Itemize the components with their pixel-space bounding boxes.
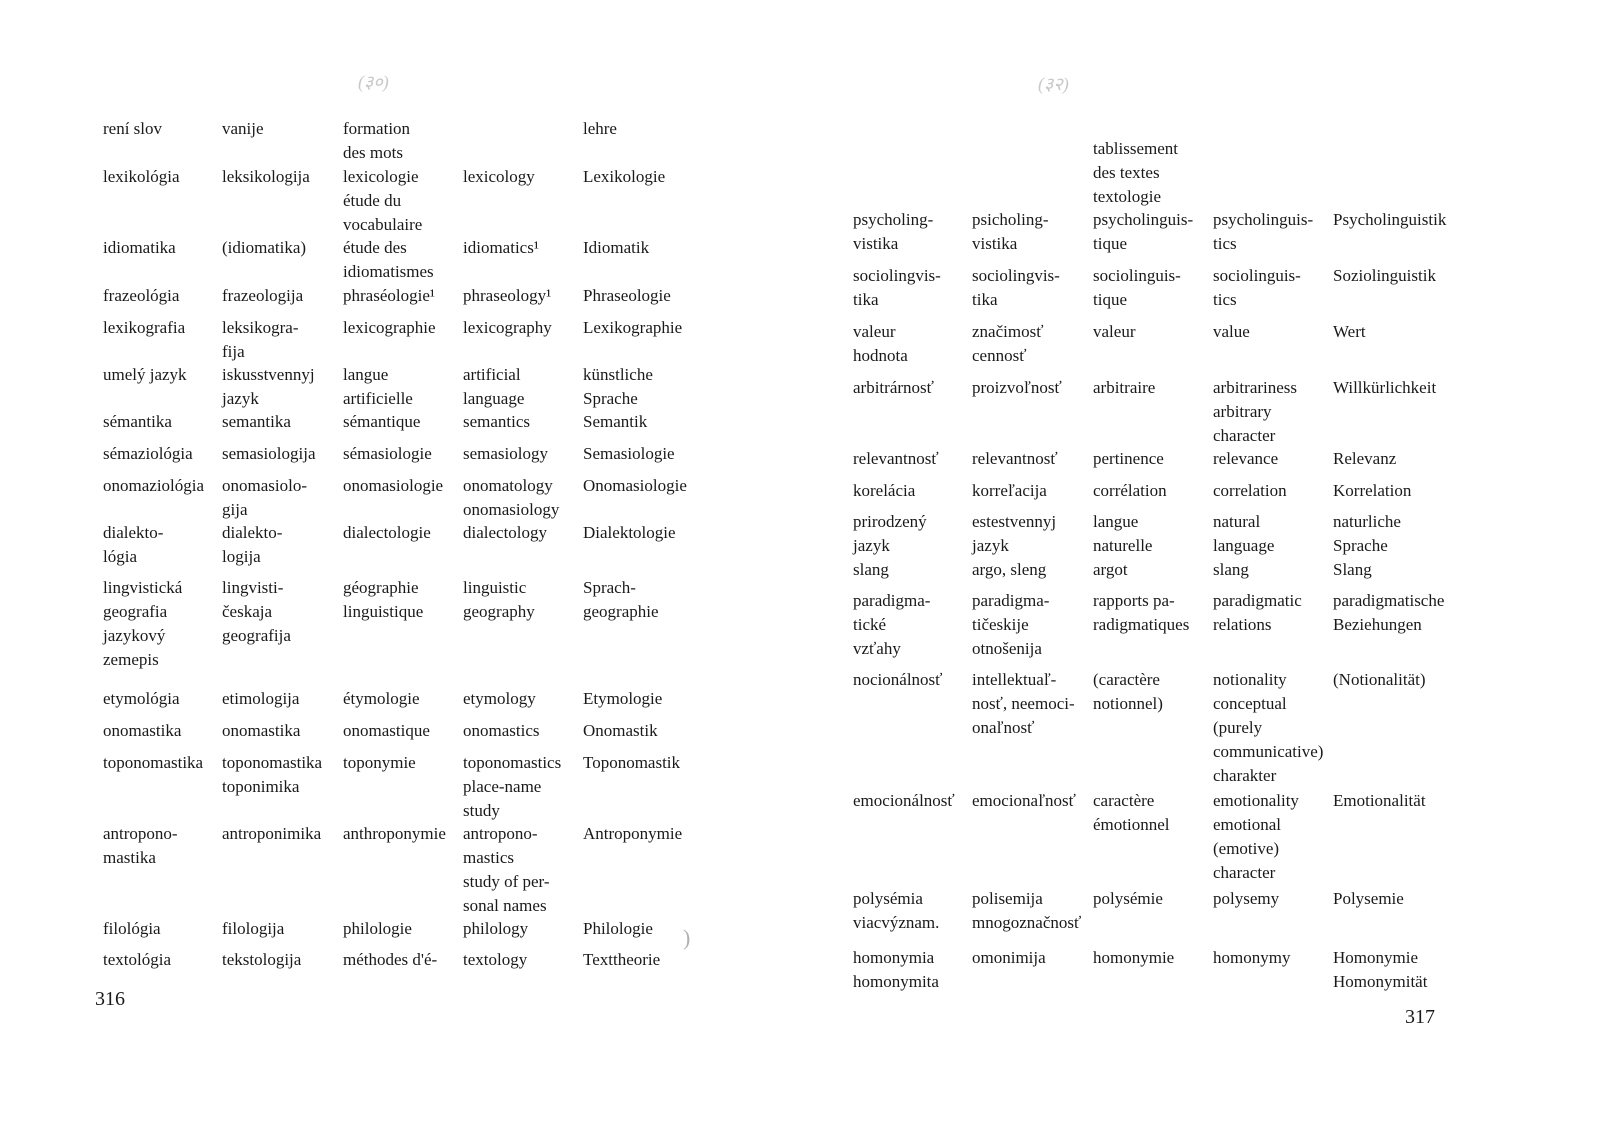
term-french: géographie linguistique bbox=[343, 578, 424, 621]
term-slovak: lexikológia bbox=[103, 167, 180, 186]
term-slovak: psycholing- vistika bbox=[853, 210, 934, 253]
term-english: lexicology bbox=[463, 167, 535, 186]
term-french: formation des mots bbox=[343, 119, 411, 162]
term-slovak: sémantika bbox=[103, 412, 172, 431]
term-english: toponomastics place-name study bbox=[463, 753, 562, 820]
term-russian: polisemija mnogoznačnosť bbox=[972, 889, 1082, 932]
term-german: Antroponymie bbox=[583, 824, 683, 843]
term-german: Relevanz bbox=[1333, 449, 1397, 468]
term-french: lexicographie bbox=[343, 318, 436, 337]
term-slovak: umelý jazyk bbox=[103, 365, 187, 384]
term-russian: toponomastika toponimika bbox=[222, 753, 323, 796]
term-german: Semantik bbox=[583, 412, 648, 431]
term-slovak: frazeológia bbox=[103, 286, 180, 305]
right-page bbox=[800, 0, 1600, 1133]
term-russian: frazeologija bbox=[222, 286, 304, 305]
term-english: semasiology bbox=[463, 444, 548, 463]
term-slovak: idiomatika bbox=[103, 238, 176, 257]
term-russian: paradigma- tičeskije otnošenija bbox=[972, 591, 1050, 658]
term-french: lexicologie étude du vocabulaire bbox=[343, 167, 423, 234]
term-english: natural language slang bbox=[1213, 512, 1275, 579]
term-german: naturliche Sprache Slang bbox=[1333, 512, 1401, 579]
term-german: Homonymie Homonymität bbox=[1333, 948, 1428, 991]
term-french: homonymie bbox=[1093, 948, 1175, 967]
term-french: (caractère notionnel) bbox=[1093, 670, 1163, 713]
term-german: Willkürlichkeit bbox=[1333, 378, 1437, 397]
term-slovak: antropono- mastika bbox=[103, 824, 178, 867]
term-french: toponymie bbox=[343, 753, 416, 772]
term-english: idiomatics¹ bbox=[463, 238, 539, 257]
term-english: value bbox=[1213, 322, 1250, 341]
term-slovak: emocionálnosť bbox=[853, 791, 955, 810]
term-russian: omonimija bbox=[972, 948, 1046, 967]
term-german: Etymologie bbox=[583, 689, 663, 708]
term-english: textology bbox=[463, 950, 528, 969]
term-russian: tekstologija bbox=[222, 950, 302, 969]
term-german: Idiomatik bbox=[583, 238, 650, 257]
term-slovak: dialekto- lógia bbox=[103, 523, 164, 566]
term-russian: antroponimika bbox=[222, 824, 322, 843]
term-english: semantics bbox=[463, 412, 531, 431]
term-russian: filologija bbox=[222, 919, 285, 938]
term-english: correlation bbox=[1213, 481, 1287, 500]
stamp-mark: (३२) bbox=[1038, 74, 1069, 94]
term-french: dialectologie bbox=[343, 523, 431, 542]
term-french: sémasiologie bbox=[343, 444, 432, 463]
term-french: philologie bbox=[343, 919, 412, 938]
term-slovak: valeur hodnota bbox=[853, 322, 908, 365]
term-french: sociolinguis- tique bbox=[1093, 266, 1181, 309]
term-french: étymologie bbox=[343, 689, 420, 708]
term-french: corrélation bbox=[1093, 481, 1167, 500]
term-slovak: lingvistická geografia jazykový zemepis bbox=[103, 578, 183, 669]
term-russian: lingvisti- českaja geografija bbox=[222, 578, 291, 645]
term-german: Soziolinguistik bbox=[1333, 266, 1436, 285]
term-english: notionality conceptual (purely communicative) charakter bbox=[1213, 670, 1324, 785]
term-russian: onomastika bbox=[222, 721, 301, 740]
term-english: emotionality emotional (emotive) character bbox=[1213, 791, 1299, 882]
term-french: étude des idiomatismes bbox=[343, 238, 434, 281]
term-russian: relevantnosť bbox=[972, 449, 1058, 468]
term-english: artificial language bbox=[463, 365, 525, 408]
term-german: Polysemie bbox=[1333, 889, 1404, 908]
term-english: linguistic geography bbox=[463, 578, 535, 621]
term-german: Sprach- geographie bbox=[583, 578, 659, 621]
term-french: psycholinguis- tique bbox=[1093, 210, 1194, 253]
term-german: Phraseologie bbox=[583, 286, 671, 305]
term-slovak: nocionálnosť bbox=[853, 670, 943, 689]
term-english: onomastics bbox=[463, 721, 540, 740]
term-english: philology bbox=[463, 919, 529, 938]
term-slovak: sociolingvis- tika bbox=[853, 266, 941, 309]
term-slovak: onomastika bbox=[103, 721, 182, 740]
term-slovak: textológia bbox=[103, 950, 171, 969]
term-russian: proizvoľnosť bbox=[972, 378, 1062, 397]
term-russian: intellektuaľ- nosť, neemoci- onaľnosť bbox=[972, 670, 1075, 737]
term-russian: korreľacija bbox=[972, 481, 1047, 500]
term-english: lexicography bbox=[463, 318, 552, 337]
term-russian: dialekto- logija bbox=[222, 523, 283, 566]
term-russian: leksikogra- fija bbox=[222, 318, 299, 361]
term-russian: iskusstvennyj jazyk bbox=[222, 365, 315, 408]
term-slovak: filológia bbox=[103, 919, 161, 938]
term-english: relevance bbox=[1213, 449, 1279, 468]
stamp-mark: (३०) bbox=[358, 72, 389, 92]
term-german: Philologie bbox=[583, 919, 653, 938]
term-russian: etimologija bbox=[222, 689, 300, 708]
term-english: homonymy bbox=[1213, 948, 1291, 967]
page-number: 317 bbox=[1405, 1006, 1435, 1028]
term-russian: semasiologija bbox=[222, 444, 316, 463]
term-german: Lexikologie bbox=[583, 167, 666, 186]
term-english: etymology bbox=[463, 689, 536, 708]
term-english: antropono- mastics study of per- sonal names bbox=[463, 824, 550, 915]
term-french: polysémie bbox=[1093, 889, 1163, 908]
term-english: psycholinguis- tics bbox=[1213, 210, 1314, 253]
term-slovak: toponomastika bbox=[103, 753, 204, 772]
term-slovak: lexikografia bbox=[103, 318, 186, 337]
term-slovak: korelácia bbox=[853, 481, 916, 500]
term-slovak: homonymia homonymita bbox=[853, 948, 939, 991]
term-russian: semantika bbox=[222, 412, 291, 431]
term-french: caractère émotionnel bbox=[1093, 791, 1170, 834]
term-french: rapports pa- radigmatiques bbox=[1093, 591, 1190, 634]
term-german: Onomastik bbox=[583, 721, 658, 740]
term-french: onomastique bbox=[343, 721, 430, 740]
term-slovak: prirodzený jazyk slang bbox=[853, 512, 927, 579]
term-french: arbitraire bbox=[1093, 378, 1156, 397]
term-slovak: onomaziológia bbox=[103, 476, 205, 495]
term-german: Semasiologie bbox=[583, 444, 675, 463]
margin-mark: ) bbox=[683, 925, 691, 950]
term-russian: psicholing- vistika bbox=[972, 210, 1049, 253]
term-german: Onomasiologie bbox=[583, 476, 687, 495]
term-german: (Notionalität) bbox=[1333, 670, 1426, 689]
term-english: dialectology bbox=[463, 523, 548, 542]
term-slovak: paradigma- tické vzťahy bbox=[853, 591, 931, 658]
term-english: onomatology onomasiology bbox=[463, 476, 560, 519]
term-french: valeur bbox=[1093, 322, 1136, 341]
term-german: paradigmatische Beziehungen bbox=[1333, 591, 1445, 634]
term-french: pertinence bbox=[1093, 449, 1164, 468]
term-english: paradigmatic relations bbox=[1213, 591, 1302, 634]
term-russian: leksikologija bbox=[222, 167, 310, 186]
term-french: méthodes d'é- bbox=[343, 950, 438, 969]
term-english: polysemy bbox=[1213, 889, 1280, 908]
term-english: sociolinguis- tics bbox=[1213, 266, 1301, 309]
term-russian: onomasiolo- gija bbox=[222, 476, 307, 519]
term-german: Psycholinguistik bbox=[1333, 210, 1447, 229]
term-slovak: arbitrárnosť bbox=[853, 378, 934, 397]
term-german: lehre bbox=[583, 119, 617, 138]
term-russian: vanije bbox=[222, 119, 264, 138]
term-slovak: relevantnosť bbox=[853, 449, 939, 468]
term-french: langue artificielle bbox=[343, 365, 413, 408]
term-russian: emocionaľnosť bbox=[972, 791, 1076, 810]
term-slovak: rení slov bbox=[103, 119, 163, 138]
term-french: phraséologie¹ bbox=[343, 286, 435, 305]
term-slovak: polysémia viacvýznam. bbox=[853, 889, 940, 932]
term-russian: značimosť cennosť bbox=[972, 322, 1044, 365]
term-russian: estestvennyj jazyk argo, sleng bbox=[972, 512, 1057, 579]
term-german: Emotionalität bbox=[1333, 791, 1426, 810]
term-french: anthroponymie bbox=[343, 824, 446, 843]
term-german: Dialektologie bbox=[583, 523, 676, 542]
term-german: Texttheorie bbox=[583, 950, 661, 969]
term-german: Wert bbox=[1333, 322, 1366, 341]
term-german: Korrelation bbox=[1333, 481, 1412, 500]
term-english: arbitrariness arbitrary character bbox=[1213, 378, 1298, 445]
term-french: sémantique bbox=[343, 412, 421, 431]
term-russian: (idiomatika) bbox=[222, 238, 307, 257]
term-slovak: sémaziológia bbox=[103, 444, 193, 463]
term-french: langue naturelle argot bbox=[1093, 512, 1153, 579]
term-german: künstliche Sprache bbox=[583, 365, 653, 408]
term-french: tablissement des textes textologie bbox=[1093, 139, 1178, 206]
term-russian: sociolingvis- tika bbox=[972, 266, 1060, 309]
term-french: onomasiologie bbox=[343, 476, 444, 495]
page-number: 316 bbox=[95, 988, 125, 1010]
term-german: Toponomastik bbox=[583, 753, 681, 772]
term-german: Lexikographie bbox=[583, 318, 683, 337]
term-slovak: etymológia bbox=[103, 689, 180, 708]
term-english: phraseology¹ bbox=[463, 286, 552, 305]
